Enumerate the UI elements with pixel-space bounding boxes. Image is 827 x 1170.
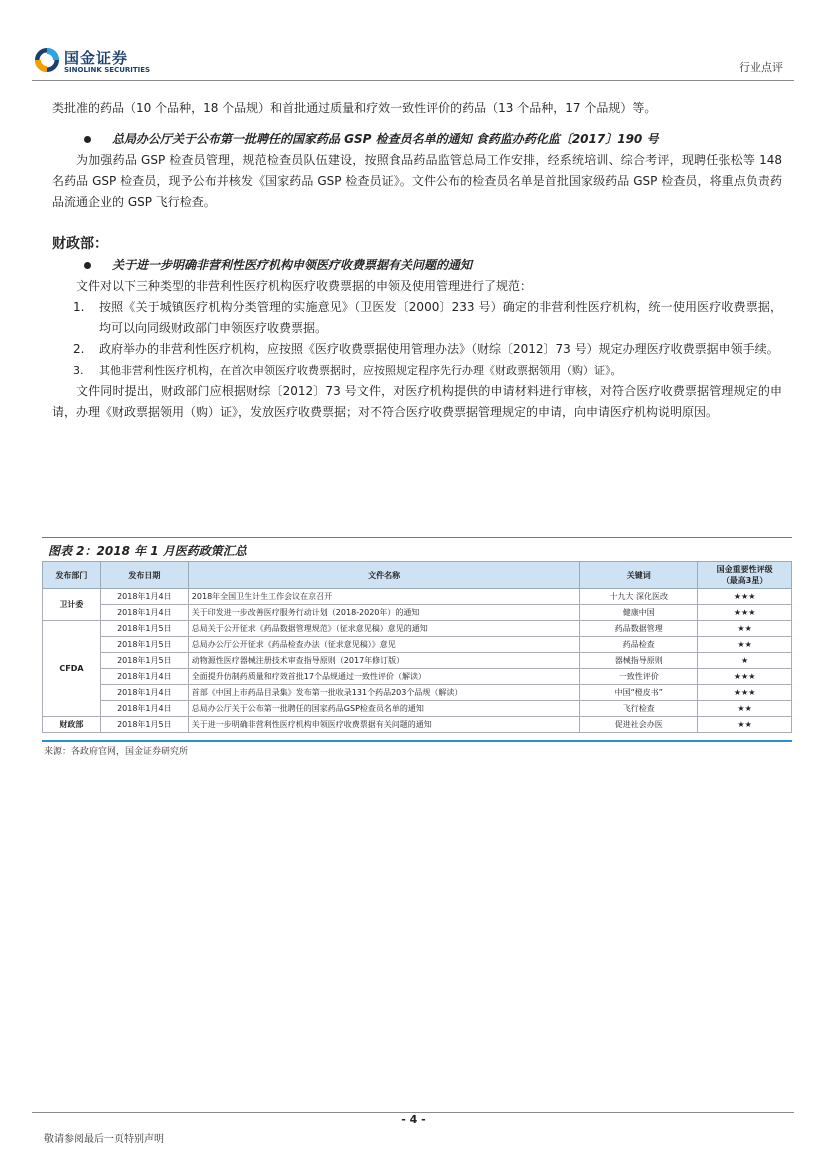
continuation-paragraph: 类批准的药品（10 个品种，18 个品规）和首批通过质量和疗效一致性评价的药品（13 个品种，17 个品规）等。 <box>52 101 657 115</box>
figure-title: 图表 2：2018 年 1 月医药政策汇总 <box>48 544 247 558</box>
doc-name-cell: 总局关于公开征求《药品数据管理规范》（征求意见稿）意见的通知 <box>188 621 580 637</box>
mof-item-number: 3. <box>73 364 84 377</box>
date-cell: 2018年1月5日 <box>100 653 188 669</box>
mof-intro: 文件对以下三种类型的非营利性医疗机构医疗收费票据的申领及使用管理进行了规范： <box>76 279 533 293</box>
doc-name-cell: 全面提升仿制药质量和疗效首批17个品规通过一致性评价（解读） <box>188 669 580 685</box>
mof-item-number: 1. <box>73 300 85 314</box>
rating-cell: ★★ <box>698 701 792 717</box>
mof-item-text: 其他非营利性医疗机构，在首次申领医疗收费票据时，应按照规定程序先行办理《财政票据领用（购）证》。 <box>99 364 622 377</box>
policy-table-wrapper <box>42 561 792 733</box>
table-row <box>43 685 792 701</box>
rating-cell: ★★★ <box>698 589 792 605</box>
date-cell: 2018年1月5日 <box>100 637 188 653</box>
doc-name-cell: 关于印发进一步改善医疗服务行动计划（2018-2020年）的通知 <box>188 605 580 621</box>
col-header-keyword: 关键词 <box>580 562 698 589</box>
mof-closing: 文件同时提出，财政部门应根据财综〔2012〕73 号文件，对医疗机构提供的申请材料进行审核，对符合医疗收费票据管理规定的申请，办理《财政票据领用（购）证》，发放医疗收费票据；对不符合医疗收费票据管理规定的申请，向申请医疗机构说明原因。 <box>52 384 782 419</box>
doc-name-cell: 总局办公厅公开征求《药品检查办法（征求意见稿）》意见 <box>188 637 580 653</box>
mof-item-3 <box>52 360 782 381</box>
date-cell: 2018年1月5日 <box>100 621 188 637</box>
logo-mark-icon <box>34 47 60 73</box>
date-cell: 2018年1月4日 <box>100 605 188 621</box>
keyword-cell: 飞行检查 <box>580 701 698 717</box>
rating-cell: ★★ <box>698 621 792 637</box>
table-row <box>43 589 792 605</box>
doc-name-cell: 关于进一步明确非营利性医疗机构申领医疗收费票据有关问题的通知 <box>188 717 580 733</box>
doc-name-cell: 首部《中国上市药品目录集》发布第一批收录131个药品203个品规（解读） <box>188 685 580 701</box>
gsp-notice-title-text: 总局办公厅关于公布第一批聘任的国家药品 GSP 检查员名单的通知 食药监办药化监〔2017〕190 号 <box>112 132 659 146</box>
col-header-date: 发布日期 <box>100 562 188 589</box>
table-row <box>43 669 792 685</box>
doc-name-cell: 总局办公厅关于公布第一批聘任的国家药品GSP检查员名单的通知 <box>188 701 580 717</box>
rating-cell: ★★ <box>698 637 792 653</box>
gsp-notice-title <box>52 129 782 150</box>
figure-source: 来源：各政府官网，国金证券研究所 <box>44 747 189 757</box>
table-row <box>43 605 792 621</box>
date-cell: 2018年1月4日 <box>100 701 188 717</box>
mof-item-1 <box>52 297 782 339</box>
mof-item-number: 2. <box>73 342 85 356</box>
mof-item-text: 按照《关于城镇医疗机构分类管理的实施意见》（卫医发〔2000〕233 号）确定的非营利性医疗机构，统一使用医疗收费票据，均可以向同级财政部门申领医疗收费票据。 <box>99 300 782 335</box>
keyword-cell: 中国“橙皮书” <box>580 685 698 701</box>
mof-notice-title <box>52 255 782 276</box>
mof-item-2 <box>52 339 782 360</box>
keyword-cell: 促进社会办医 <box>580 717 698 733</box>
doc-name-cell: 2018年全国卫生计生工作会议在京召开 <box>188 589 580 605</box>
page-number: - 4 - <box>401 1113 426 1126</box>
mof-notice-title-text: 关于进一步明确非营利性医疗机构申领医疗收费票据有关问题的通知 <box>112 258 473 272</box>
table-row <box>43 653 792 669</box>
col-header-rating <box>698 562 792 589</box>
table-row <box>43 701 792 717</box>
keyword-cell: 健康中国 <box>580 605 698 621</box>
col-header-rating-line1: 国金重要性评级 <box>716 565 773 574</box>
date-cell: 2018年1月4日 <box>100 589 188 605</box>
col-header-rating-line2: （最高3星） <box>721 576 768 585</box>
disclaimer-note: 敬请参阅最后一页特别声明 <box>44 1134 164 1145</box>
rating-cell: ★★★ <box>698 685 792 701</box>
company-logo <box>34 46 154 78</box>
table-header-row <box>43 562 792 589</box>
top-section <box>52 98 782 213</box>
rating-cell: ★ <box>698 653 792 669</box>
bullet-icon <box>84 262 91 269</box>
mof-heading: 财政部： <box>52 236 108 252</box>
logo-name-en: SINOLINK SECURITIES <box>64 66 151 74</box>
keyword-cell: 十九大 深化医改 <box>580 589 698 605</box>
date-cell: 2018年1月4日 <box>100 685 188 701</box>
table-row <box>43 637 792 653</box>
report-category: 行业点评 <box>739 61 783 74</box>
date-cell: 2018年1月5日 <box>100 717 188 733</box>
table-bottom-rule <box>42 740 792 742</box>
col-header-dept: 发布部门 <box>43 562 101 589</box>
bullet-icon <box>84 136 91 143</box>
date-cell: 2018年1月4日 <box>100 669 188 685</box>
keyword-cell: 药品检查 <box>580 637 698 653</box>
dept-cell: CFDA <box>43 621 101 717</box>
keyword-cell: 药品数据管理 <box>580 621 698 637</box>
rating-cell: ★★★ <box>698 605 792 621</box>
logo-name-cn: 国金证券 <box>64 49 129 67</box>
table-row <box>43 621 792 637</box>
col-header-name: 文件名称 <box>188 562 580 589</box>
dept-cell: 财政部 <box>43 717 101 733</box>
mof-item-text: 政府举办的非营利性医疗机构，应按照《医疗收费票据使用管理办法》（财综〔2012〕73 号）规定办理医疗收费票据申领手续。 <box>99 342 779 356</box>
table-row <box>43 717 792 733</box>
keyword-cell: 一致性评价 <box>580 669 698 685</box>
rating-cell: ★★ <box>698 717 792 733</box>
policy-table <box>42 561 792 733</box>
header-divider <box>32 80 794 81</box>
figure-title-bar <box>42 537 792 562</box>
dept-cell: 卫计委 <box>43 589 101 621</box>
rating-cell: ★★★ <box>698 669 792 685</box>
mof-section <box>52 234 782 423</box>
doc-name-cell: 动物源性医疗器械注册技术审查指导原则（2017年修订版） <box>188 653 580 669</box>
gsp-notice-body: 为加强药品 GSP 检查员管理，规范检查员队伍建设，按照食品药品监管总局工作安排，经系统培训、综合考评，现聘任张松等 148 名药品 GSP 检查员，现予公布并核发《国家药品 GSP 检查员证》。文件公布的检查员名单是首批国家级药品 GSP 检查员，将重点负责药品流通企业的 GSP 飞行检查。 <box>52 153 782 209</box>
keyword-cell: 器械指导原则 <box>580 653 698 669</box>
